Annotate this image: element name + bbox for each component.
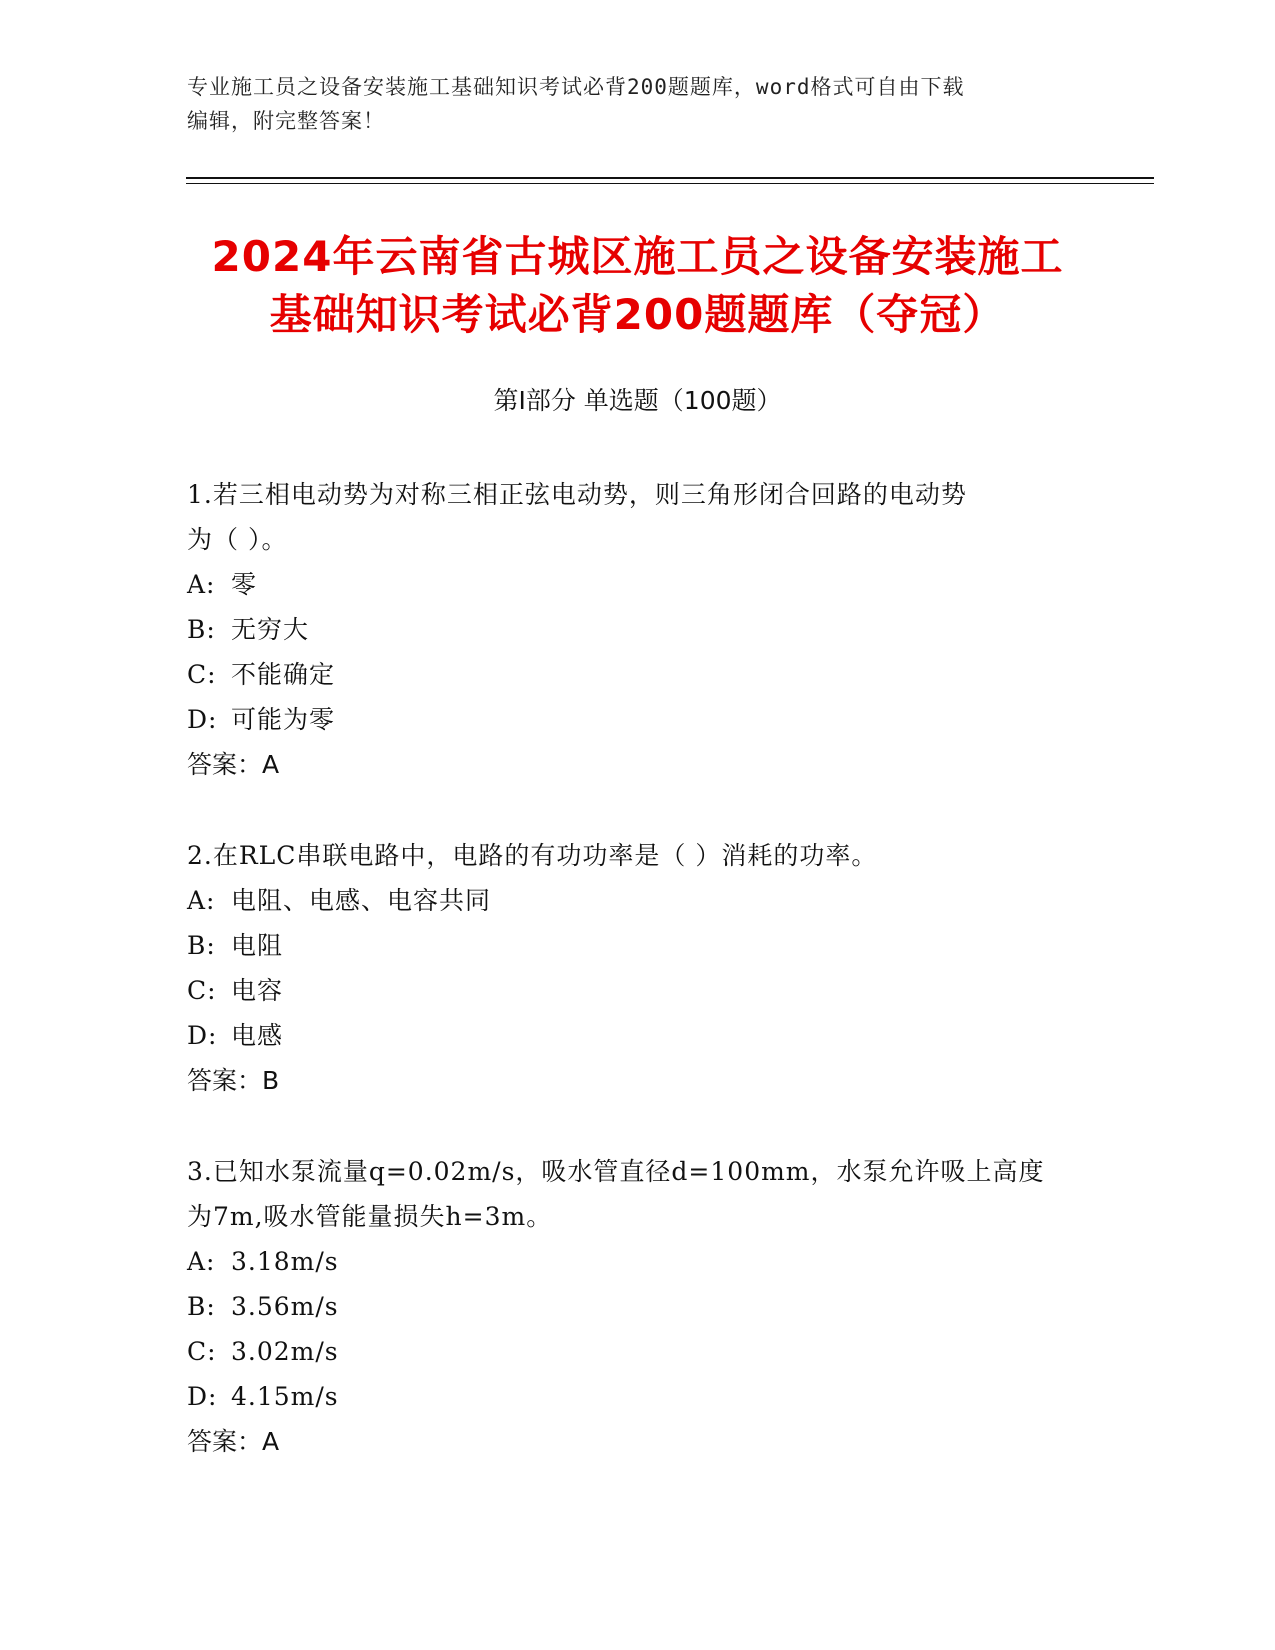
option-d bbox=[187, 1374, 1087, 1419]
question-3 bbox=[187, 1149, 1087, 1464]
question-stem bbox=[187, 472, 1087, 562]
header-note-line-1: 专业施工员之设备安装施工基础知识考试必背200题题库，word格式可自由下载 bbox=[187, 75, 965, 99]
option-d bbox=[187, 697, 1087, 742]
question-list bbox=[187, 472, 1087, 1510]
option-text: 不能确定 bbox=[231, 660, 336, 689]
option-b bbox=[187, 923, 1087, 968]
header-divider-thick bbox=[186, 177, 1154, 179]
option-c bbox=[187, 652, 1087, 697]
option-letter: C: bbox=[187, 1337, 217, 1366]
option-c bbox=[187, 968, 1087, 1013]
option-text: 无穷大 bbox=[231, 615, 310, 644]
document-title-line-1: 2024年云南省古城区施工员之设备安装施工 bbox=[211, 232, 1064, 281]
option-letter: A: bbox=[187, 570, 216, 599]
option-letter: C: bbox=[187, 660, 217, 689]
option-text: 电阻、电感、电容共同 bbox=[231, 886, 492, 915]
option-text: 4.15m/s bbox=[231, 1382, 339, 1411]
option-letter: B: bbox=[187, 1292, 216, 1321]
option-text: 电容 bbox=[231, 976, 284, 1005]
question-stem-line: 1.若三相电动势为对称三相正弦电动势，则三角形闭合回路的电动势 bbox=[187, 480, 967, 509]
question-1 bbox=[187, 472, 1087, 787]
option-letter: D: bbox=[187, 705, 218, 734]
header-note-line-2: 编辑，附完整答案！ bbox=[187, 109, 385, 133]
question-stem bbox=[187, 833, 1087, 878]
option-letter: B: bbox=[187, 931, 216, 960]
answer-label: 答案：A bbox=[187, 750, 280, 779]
answer-label: 答案：B bbox=[187, 1066, 280, 1095]
option-text: 零 bbox=[231, 570, 258, 599]
option-text: 可能为零 bbox=[231, 705, 336, 734]
question-stem-line: 3.已知水泵流量q=0.02m/s，吸水管直径d=100mm，水泵允许吸上高度 bbox=[187, 1157, 1045, 1186]
option-text: 电感 bbox=[231, 1021, 284, 1050]
option-b bbox=[187, 1284, 1087, 1329]
document-title-line-2: 基础知识考试必背200题题库（夺冠） bbox=[269, 290, 1006, 339]
option-letter: D: bbox=[187, 1382, 218, 1411]
question-stem-line: 为（ ）。 bbox=[187, 525, 288, 554]
option-a bbox=[187, 562, 1087, 607]
section-title: 第Ⅰ部分 单选题（100题） bbox=[493, 386, 782, 415]
option-letter: D: bbox=[187, 1021, 218, 1050]
option-letter: B: bbox=[187, 615, 216, 644]
document-title bbox=[150, 228, 1125, 344]
header-divider-thin bbox=[186, 183, 1154, 184]
option-text: 电阻 bbox=[231, 931, 284, 960]
option-a bbox=[187, 1239, 1087, 1284]
option-letter: A: bbox=[187, 886, 216, 915]
header-note bbox=[187, 70, 1067, 138]
question-stem bbox=[187, 1149, 1087, 1239]
option-a bbox=[187, 878, 1087, 923]
question-stem-line: 2.在RLC串联电路中，电路的有功功率是（ ）消耗的功率。 bbox=[187, 841, 878, 870]
option-d bbox=[187, 1013, 1087, 1058]
option-b bbox=[187, 607, 1087, 652]
question-stem-line: 为7m,吸水管能量损失h=3m。 bbox=[187, 1202, 553, 1231]
answer-label: 答案：A bbox=[187, 1427, 280, 1456]
option-text: 3.56m/s bbox=[231, 1292, 339, 1321]
option-text: 3.18m/s bbox=[231, 1247, 339, 1276]
option-c bbox=[187, 1329, 1087, 1374]
option-text: 3.02m/s bbox=[231, 1337, 339, 1366]
option-letter: A: bbox=[187, 1247, 216, 1276]
option-letter: C: bbox=[187, 976, 217, 1005]
question-2 bbox=[187, 833, 1087, 1103]
